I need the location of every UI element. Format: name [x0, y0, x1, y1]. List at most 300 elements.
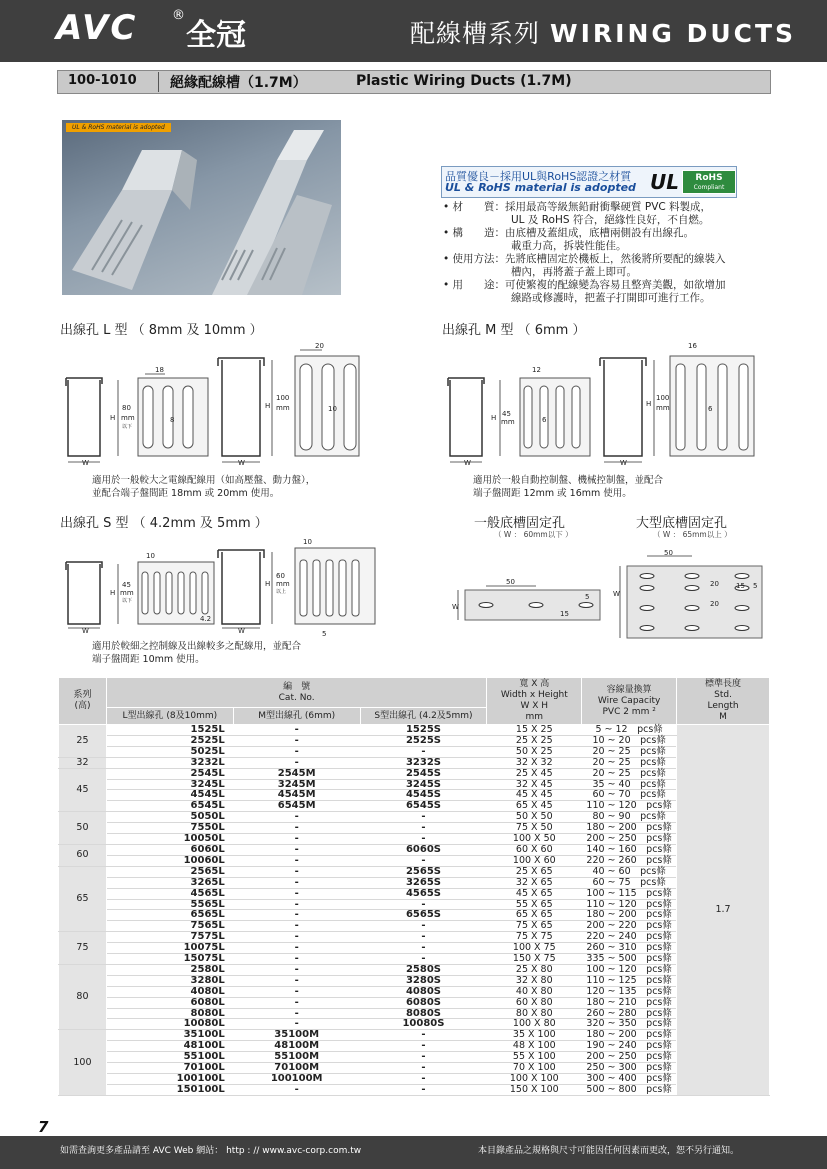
rohs-badge-sub: Compliant — [693, 184, 725, 191]
series-cell: 25 — [59, 725, 107, 758]
cat-s-cell: - — [360, 954, 487, 965]
cat-m-cell: - — [233, 866, 360, 877]
dim-mm-label: mm — [501, 418, 515, 426]
th-m-type: M型出線孔 (6mm) — [233, 708, 360, 725]
table-row — [59, 823, 770, 834]
footer-website: 如需查詢更多產品請至 AVC Web 網站： http : // www.avc-corp.com.tw — [60, 1146, 362, 1156]
table-row — [59, 844, 770, 855]
capacity-cell: 200 ~ 220 pcs條 — [582, 921, 677, 932]
cat-s-cell: - — [360, 1063, 487, 1074]
dim-h-value: 100 — [656, 394, 670, 402]
series-cell: 65 — [59, 866, 107, 931]
capacity-cell: 300 ~ 400 pcs條 — [582, 1074, 677, 1085]
cat-s-cell: 8080S — [360, 1008, 487, 1019]
s-type-note-2: 端子盤間距 10mm 使用。 — [92, 654, 205, 665]
th-cat — [106, 678, 486, 708]
cat-l-cell: 3265L — [106, 877, 233, 888]
size-cell: 75 X 65 — [487, 921, 582, 932]
th-std-length — [677, 678, 770, 725]
capacity-cell: 335 ~ 500 pcs條 — [582, 954, 677, 965]
dim-slot: 4.2 — [200, 615, 212, 623]
series-cell: 50 — [59, 812, 107, 845]
cat-l-cell: 70100L — [106, 1063, 233, 1074]
std-length-cell: 1.7 — [677, 725, 770, 1096]
product-photo — [62, 120, 341, 295]
size-cell: 60 X 80 — [487, 997, 582, 1008]
table-row — [59, 1084, 770, 1095]
table-row — [59, 725, 770, 736]
dim-slot: 8 — [170, 416, 175, 424]
cat-s-cell: 3265S — [360, 877, 487, 888]
feature-text: 先將底槽固定於機板上，然後將所要配的線裝入 — [505, 253, 726, 265]
dim-h-label: H — [491, 414, 497, 422]
capacity-cell: 20 ~ 25 pcs條 — [582, 746, 677, 757]
dim-slot: 6 — [542, 416, 547, 424]
th-size-label: 寬 X 高 — [519, 679, 550, 689]
size-cell: 100 X 75 — [487, 943, 582, 954]
th-cap-label: 容線量換算 — [606, 684, 652, 695]
cat-s-cell: 2580S — [360, 964, 487, 975]
cat-l-cell: 150100L — [106, 1084, 233, 1095]
fix-large-subtitle: （ W ： 65mm以上 ） — [653, 530, 732, 539]
feature-item — [443, 279, 726, 292]
table-row — [59, 943, 770, 954]
fix-dim-pitch-large: 50 — [664, 549, 673, 557]
dim-above-label: 以上 — [276, 589, 287, 595]
dim-pitch: 16 — [688, 342, 697, 350]
cat-l-cell: 3245L — [106, 779, 233, 790]
dim-slot: 10 — [328, 405, 337, 413]
cat-l-cell: 4565L — [106, 888, 233, 899]
cat-m-cell: 6545M — [233, 801, 360, 812]
capacity-cell: 80 ~ 90 pcs條 — [582, 812, 677, 823]
size-cell: 80 X 80 — [487, 1008, 582, 1019]
size-cell: 35 X 100 — [487, 1030, 582, 1041]
cat-s-cell: - — [360, 899, 487, 910]
cat-l-cell: 3280L — [106, 975, 233, 986]
capacity-cell: 40 ~ 60 pcs條 — [582, 866, 677, 877]
size-cell: 32 X 80 — [487, 975, 582, 986]
size-cell: 70 X 100 — [487, 1063, 582, 1074]
dim-h-value: 45 — [122, 581, 131, 589]
fix-dim-5: 5 — [585, 593, 590, 601]
capacity-cell: 180 ~ 200 pcs條 — [582, 823, 677, 834]
size-cell: 65 X 65 — [487, 910, 582, 921]
dim-h-value: 45 — [502, 410, 511, 418]
dim-h-label: H — [265, 580, 271, 588]
cat-l-cell: 2580L — [106, 964, 233, 975]
fixing-holes-diagram — [450, 548, 770, 640]
cat-l-cell: 100100L — [106, 1074, 233, 1085]
dim-w-label: W — [82, 627, 89, 635]
cat-m-cell: - — [233, 746, 360, 757]
cat-m-cell: - — [233, 888, 360, 899]
series-title-cn: 配線槽系列 — [410, 19, 541, 48]
capacity-cell: 190 ~ 240 pcs條 — [582, 1041, 677, 1052]
table-row — [59, 735, 770, 746]
table-row — [59, 975, 770, 986]
size-cell: 75 X 50 — [487, 823, 582, 834]
s-type-note-1: 適用於較細之控制線及出線較多之配線用，並配合 — [92, 641, 302, 652]
dim-pitch: 18 — [155, 366, 164, 374]
size-cell: 45 X 45 — [487, 790, 582, 801]
cat-m-cell: 100100M — [233, 1074, 360, 1085]
dim-mm-label: mm — [276, 580, 290, 588]
cat-m-cell: - — [233, 932, 360, 943]
page-number: 7 — [38, 1118, 49, 1136]
feature-list — [443, 201, 726, 305]
th-std-m: M — [719, 712, 727, 722]
spec-table-body — [59, 725, 770, 1096]
dim-w-label: W — [238, 459, 245, 467]
photo-tag: UL & RoHS material is adopted — [66, 123, 171, 132]
cat-m-cell: - — [233, 834, 360, 845]
th-cap-en2: PVC 2 mm ² — [602, 706, 656, 717]
size-cell: 50 X 25 — [487, 746, 582, 757]
cat-l-cell: 6545L — [106, 801, 233, 812]
rohs-badge — [682, 170, 736, 194]
size-cell: 25 X 25 — [487, 735, 582, 746]
th-series — [59, 678, 107, 725]
cat-l-cell: 5050L — [106, 812, 233, 823]
capacity-cell: 110 ~ 120 pcs條 — [582, 801, 677, 812]
table-row — [59, 1063, 770, 1074]
dim-mm-label: mm — [120, 589, 134, 597]
table-row — [59, 964, 770, 975]
th-l-type: L型出線孔 (8及10mm) — [106, 708, 233, 725]
series-cell: 45 — [59, 768, 107, 812]
cat-s-cell: 10080S — [360, 1019, 487, 1030]
quality-text-en: UL & RoHS material is adopted — [445, 181, 636, 194]
table-row — [59, 1052, 770, 1063]
dim-h-value: 80 — [122, 404, 131, 412]
capacity-cell: 500 ~ 800 pcs條 — [582, 1084, 677, 1095]
l-type-note-2: 並配合端子盤間距 18mm 或 20mm 使用。 — [92, 488, 280, 499]
feature-text-cont: 槽內，再將蓋子蓋上即可。 — [511, 266, 637, 278]
table-row — [59, 997, 770, 1008]
table-row — [59, 768, 770, 779]
registered-mark: ® — [172, 8, 185, 23]
capacity-cell: 220 ~ 240 pcs條 — [582, 932, 677, 943]
capacity-cell: 220 ~ 260 pcs條 — [582, 855, 677, 866]
cat-l-cell: 7575L — [106, 932, 233, 943]
rohs-badge-title: RoHS — [695, 173, 723, 183]
cat-l-cell: 8080L — [106, 1008, 233, 1019]
cat-s-cell: 6060S — [360, 844, 487, 855]
size-cell: 48 X 100 — [487, 1041, 582, 1052]
cat-m-cell: - — [233, 997, 360, 1008]
dim-slot: 5 — [322, 630, 327, 636]
cat-s-cell: 2565S — [360, 866, 487, 877]
cat-l-cell: 10050L — [106, 834, 233, 845]
size-cell: 100 X 60 — [487, 855, 582, 866]
table-row — [59, 834, 770, 845]
spec-table — [58, 677, 770, 1096]
cat-s-cell: - — [360, 823, 487, 834]
table-row — [59, 954, 770, 965]
dim-w-label: W — [464, 459, 471, 467]
cat-s-cell: - — [360, 746, 487, 757]
size-cell: 50 X 50 — [487, 812, 582, 823]
s-type-diagram — [60, 532, 380, 636]
cat-m-cell: 55100M — [233, 1052, 360, 1063]
dim-h-label: H — [110, 589, 116, 597]
capacity-cell: 110 ~ 120 pcs條 — [582, 899, 677, 910]
size-cell: 100 X 80 — [487, 1019, 582, 1030]
size-cell: 32 X 32 — [487, 757, 582, 768]
brand-chinese: 全冠 — [186, 18, 246, 53]
capacity-cell: 20 ~ 25 pcs條 — [582, 768, 677, 779]
fix-dim-w-large: W — [613, 590, 620, 598]
cat-s-cell: - — [360, 1052, 487, 1063]
size-cell: 100 X 100 — [487, 1074, 582, 1085]
dim-h-value: 100 — [276, 394, 290, 402]
product-name-en: Plastic Wiring Ducts (1.7M) — [356, 73, 572, 89]
capacity-cell: 320 ~ 350 pcs條 — [582, 1019, 677, 1030]
capacity-cell: 180 ~ 200 pcs條 — [582, 1030, 677, 1041]
dim-w-label: W — [238, 627, 245, 635]
table-row — [59, 986, 770, 997]
fix-dim-15b: 15 — [736, 582, 745, 590]
quality-text-cn: 品質優良－採用UL與RoHS認證之材質 — [445, 170, 632, 183]
l-type-diagram — [60, 338, 360, 468]
m-type-note-1: 適用於一般自動控制盤、機械控制盤，並配合 — [473, 475, 664, 486]
capacity-cell: 100 ~ 115 pcs條 — [582, 888, 677, 899]
cat-m-cell: - — [233, 986, 360, 997]
feature-label: • 材 質： — [443, 201, 506, 213]
cat-l-cell: 35100L — [106, 1030, 233, 1041]
table-row — [59, 1074, 770, 1085]
size-cell: 45 X 65 — [487, 888, 582, 899]
dim-mm-label: mm — [276, 404, 290, 412]
capacity-cell: 20 ~ 25 pcs條 — [582, 757, 677, 768]
dim-pitch: 20 — [315, 342, 324, 350]
cat-m-cell: - — [233, 954, 360, 965]
cat-m-cell: - — [233, 910, 360, 921]
series-cell: 100 — [59, 1030, 107, 1095]
th-cap-en: Wire Capacity — [597, 695, 661, 706]
feature-text-cont: 載重力高，拆裝性能佳。 — [511, 240, 627, 252]
cat-s-cell: 4080S — [360, 986, 487, 997]
fix-dim-20b: 20 — [710, 600, 719, 608]
feature-label: • 構 造： — [443, 227, 506, 239]
cat-m-cell: - — [233, 1019, 360, 1030]
fix-dim-w: W — [452, 603, 459, 611]
cat-s-cell: 4545S — [360, 790, 487, 801]
capacity-cell: 250 ~ 300 pcs條 — [582, 1063, 677, 1074]
dim-w-label: W — [620, 459, 627, 467]
cat-m-cell: 2545M — [233, 768, 360, 779]
ul-mark-icon: UL — [650, 170, 679, 194]
cat-s-cell: - — [360, 1030, 487, 1041]
cat-l-cell: 2525L — [106, 735, 233, 746]
footer-disclaimer: 本目錄產品之規格與尺寸可能因任何因素而更改，恕不另行通知。 — [478, 1146, 740, 1156]
size-cell: 75 X 75 — [487, 932, 582, 943]
cat-m-cell: - — [233, 757, 360, 768]
cat-l-cell: 10080L — [106, 1019, 233, 1030]
capacity-cell: 110 ~ 125 pcs條 — [582, 975, 677, 986]
capacity-cell: 10 ~ 20 pcs條 — [582, 735, 677, 746]
size-cell: 100 X 50 — [487, 834, 582, 845]
cat-m-cell: 4545M — [233, 790, 360, 801]
series-title-en: WIRING DUCTS — [550, 19, 797, 48]
dim-below-label: 以下 — [122, 424, 133, 430]
cat-m-cell: - — [233, 975, 360, 986]
cat-s-cell: 2525S — [360, 735, 487, 746]
cat-s-cell: 2545S — [360, 768, 487, 779]
dim-h-label: H — [265, 402, 271, 410]
cat-m-cell: - — [233, 1008, 360, 1019]
capacity-cell: 35 ~ 40 pcs條 — [582, 779, 677, 790]
capacity-cell: 180 ~ 210 pcs條 — [582, 997, 677, 1008]
feature-label: • 用 途： — [443, 279, 506, 291]
cat-m-cell: - — [233, 725, 360, 736]
capacity-cell: 60 ~ 75 pcs條 — [582, 877, 677, 888]
capacity-cell: 260 ~ 310 pcs條 — [582, 943, 677, 954]
dim-pitch: 10 — [303, 538, 312, 546]
fix-dim-20a: 20 — [710, 580, 719, 588]
cat-m-cell: - — [233, 899, 360, 910]
cat-m-cell: - — [233, 823, 360, 834]
cat-m-cell: 35100M — [233, 1030, 360, 1041]
th-series-sub: (高) — [74, 701, 91, 711]
product-bar-divider — [158, 72, 159, 92]
table-row — [59, 932, 770, 943]
cat-m-cell: - — [233, 812, 360, 823]
brand-logo: AVC — [56, 8, 138, 48]
cat-l-cell: 6565L — [106, 910, 233, 921]
fix-dim-15: 15 — [560, 610, 569, 618]
cat-s-cell: 1525S — [360, 725, 487, 736]
th-size — [487, 678, 582, 725]
cat-m-cell: - — [233, 921, 360, 932]
section-l-type: 出線孔 L 型 （ 8mm 及 10mm ） — [60, 323, 263, 338]
fix-general-subtitle: （ W ： 60mm以下 ） — [494, 530, 573, 539]
cat-m-cell: 3245M — [233, 779, 360, 790]
dim-h-value: 60 — [276, 572, 285, 580]
size-cell: 25 X 65 — [487, 866, 582, 877]
cat-s-cell: 4565S — [360, 888, 487, 899]
cat-s-cell: - — [360, 1084, 487, 1095]
feature-label: • 使用方法： — [443, 253, 506, 265]
cat-l-cell: 5025L — [106, 746, 233, 757]
size-cell: 32 X 45 — [487, 779, 582, 790]
cat-l-cell: 6080L — [106, 997, 233, 1008]
cat-s-cell: 3232S — [360, 757, 487, 768]
series-title — [410, 14, 796, 50]
size-cell: 55 X 65 — [487, 899, 582, 910]
cat-l-cell: 3232L — [106, 757, 233, 768]
feature-text: 採用最高等級無鉛耐衝擊硬質 PVC 料製成， — [505, 201, 712, 213]
fix-dim-5b: 5 — [753, 582, 758, 590]
table-row — [59, 855, 770, 866]
feature-item — [443, 227, 726, 240]
cat-l-cell: 55100L — [106, 1052, 233, 1063]
capacity-cell: 200 ~ 250 pcs條 — [582, 834, 677, 845]
product-name-cn: 絕緣配線槽（1.7M） — [170, 75, 307, 91]
feature-text-cont: UL 及 RoHS 符合，絕緣性良好，不自燃。 — [511, 214, 710, 226]
cat-m-cell: - — [233, 943, 360, 954]
duct-photo-illustration — [62, 120, 341, 295]
th-size-en: Width x Height — [500, 690, 568, 700]
th-std-en2: Length — [707, 701, 739, 711]
section-m-type: 出線孔 M 型 （ 6mm ） — [442, 323, 586, 338]
capacity-cell: 140 ~ 160 pcs條 — [582, 844, 677, 855]
cat-s-cell: - — [360, 1041, 487, 1052]
cat-s-cell: - — [360, 921, 487, 932]
cat-m-cell: 48100M — [233, 1041, 360, 1052]
feature-text-cont: 線路或修護時，把蓋子打開即可進行工作。 — [511, 292, 711, 304]
cat-l-cell: 1525L — [106, 725, 233, 736]
product-code: 100-1010 — [68, 73, 137, 88]
series-cell: 32 — [59, 757, 107, 768]
cat-s-cell: 3280S — [360, 975, 487, 986]
cat-m-cell: - — [233, 735, 360, 746]
cat-l-cell: 7550L — [106, 823, 233, 834]
m-type-diagram — [442, 338, 762, 468]
size-cell: 32 X 65 — [487, 877, 582, 888]
fix-large-title: 大型底槽固定孔 — [636, 516, 728, 531]
th-std-label: 標準長度 — [705, 679, 742, 689]
cat-s-cell: 6080S — [360, 997, 487, 1008]
section-s-type: 出線孔 S 型 （ 4.2mm 及 5mm ） — [60, 516, 268, 531]
capacity-cell: 260 ~ 280 pcs條 — [582, 1008, 677, 1019]
dim-w-label: W — [82, 459, 89, 467]
cat-l-cell: 48100L — [106, 1041, 233, 1052]
cat-l-cell: 2545L — [106, 768, 233, 779]
capacity-cell: 120 ~ 135 pcs條 — [582, 986, 677, 997]
table-row — [59, 888, 770, 899]
th-cat-label: 編 號 — [283, 681, 311, 692]
cat-m-cell: - — [233, 855, 360, 866]
size-cell: 25 X 80 — [487, 964, 582, 975]
cat-m-cell: - — [233, 844, 360, 855]
cat-l-cell: 5565L — [106, 899, 233, 910]
cat-m-cell: 70100M — [233, 1063, 360, 1074]
dim-below-label: 以下 — [122, 598, 133, 604]
size-cell: 150 X 100 — [487, 1084, 582, 1095]
cat-l-cell: 4080L — [106, 986, 233, 997]
cat-s-cell: - — [360, 932, 487, 943]
cat-l-cell: 6060L — [106, 844, 233, 855]
cat-s-cell: - — [360, 1074, 487, 1085]
th-series-label: 系列 — [73, 690, 92, 700]
dim-pitch: 10 — [146, 552, 155, 560]
feature-item — [443, 201, 726, 214]
cat-m-cell: - — [233, 1084, 360, 1095]
cat-m-cell: - — [233, 877, 360, 888]
dim-mm-label: mm — [656, 404, 670, 412]
cat-s-cell: - — [360, 834, 487, 845]
th-capacity — [582, 678, 677, 725]
cat-s-cell: - — [360, 812, 487, 823]
fix-dim-pitch: 50 — [506, 578, 515, 586]
cat-m-cell: - — [233, 964, 360, 975]
feature-item — [443, 253, 726, 266]
dim-h-label: H — [646, 400, 652, 408]
l-type-note-1: 適用於一般較大之電線配線用（如高壓盤、動力盤）， — [92, 475, 316, 486]
capacity-cell: 100 ~ 120 pcs條 — [582, 964, 677, 975]
dim-h-label: H — [110, 414, 116, 422]
table-row — [59, 866, 770, 877]
th-size-en2: W X H — [520, 701, 549, 711]
dim-slot: 6 — [708, 405, 713, 413]
fix-general-title: 一般底槽固定孔 — [474, 516, 566, 531]
feature-text: 可使繁複的配線變為容易且整齊美觀，如欲增加 — [505, 279, 726, 291]
size-cell: 40 X 80 — [487, 986, 582, 997]
cat-l-cell: 2565L — [106, 866, 233, 877]
size-cell: 150 X 75 — [487, 954, 582, 965]
